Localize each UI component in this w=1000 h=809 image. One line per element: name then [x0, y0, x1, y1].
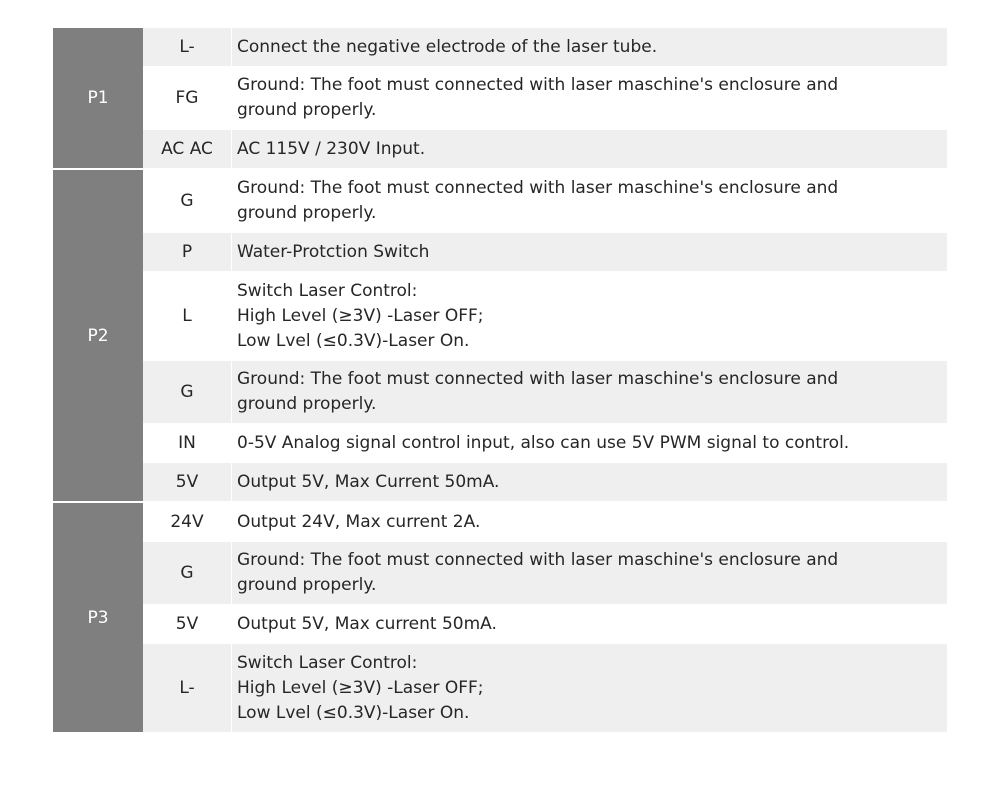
group-p3	[53, 501, 947, 732]
pin-cell: G	[143, 170, 232, 232]
table-row	[143, 360, 947, 423]
pin-cell: FG	[143, 67, 232, 129]
pin-cell: L-	[143, 644, 232, 732]
table-row	[143, 541, 947, 604]
group-rows	[143, 28, 947, 168]
pin-cell: 5V	[143, 463, 232, 501]
table-row	[143, 462, 947, 501]
pin-table	[53, 28, 947, 732]
description-cell: Ground: The foot must connected with laser maschine's enclosure and ground properly.	[237, 369, 839, 414]
description-cell: AC 115V / 230V Input.	[237, 138, 426, 159]
description-cell: Ground: The foot must connected with laser maschine's enclosure and ground properly.	[237, 178, 839, 223]
table-row	[143, 271, 947, 360]
table-row	[143, 66, 947, 129]
table-row	[143, 28, 947, 66]
table-row	[143, 643, 947, 732]
table-row	[143, 604, 947, 643]
description-cell: Switch Laser Control: High Level (≥3V) -Laser OFF; Low Lvel (≤0.3V)-Laser On.	[237, 652, 484, 723]
pin-cell: G	[143, 542, 232, 604]
description-cell: Output 5V, Max Current 50mA.	[237, 471, 500, 492]
description-cell: Switch Laser Control: High Level (≥3V) -Laser OFF; Low Lvel (≤0.3V)-Laser On.	[237, 280, 484, 351]
description-cell: Connect the negative electrode of the laser tube.	[237, 36, 658, 57]
group-label: P2	[53, 170, 143, 501]
table-row	[143, 423, 947, 462]
pin-cell: 5V	[143, 605, 232, 643]
group-rows	[143, 503, 947, 732]
pin-cell: 24V	[143, 503, 232, 541]
pin-cell: IN	[143, 424, 232, 462]
group-label: P1	[53, 28, 143, 168]
description-cell: 0-5V Analog signal control input, also can use 5V PWM signal to control.	[237, 432, 850, 453]
group-p1	[53, 28, 947, 168]
pin-cell: L	[143, 272, 232, 360]
table-row	[143, 170, 947, 232]
group-rows	[143, 170, 947, 501]
description-cell: Water-Protction Switch	[237, 241, 430, 262]
pin-cell: AC AC	[143, 130, 232, 168]
table-row	[143, 129, 947, 168]
description-cell: Ground: The foot must connected with laser maschine's enclosure and ground properly.	[237, 75, 839, 120]
description-cell: Output 24V, Max current 2A.	[237, 511, 481, 532]
group-p2	[53, 168, 947, 501]
pin-cell: P	[143, 233, 232, 271]
table-row	[143, 232, 947, 271]
group-label: P3	[53, 503, 143, 732]
pin-cell: L-	[143, 28, 232, 66]
table-row	[143, 503, 947, 541]
description-cell: Ground: The foot must connected with laser maschine's enclosure and ground properly.	[237, 550, 839, 595]
pin-cell: G	[143, 361, 232, 423]
description-cell: Output 5V, Max current 50mA.	[237, 613, 497, 634]
